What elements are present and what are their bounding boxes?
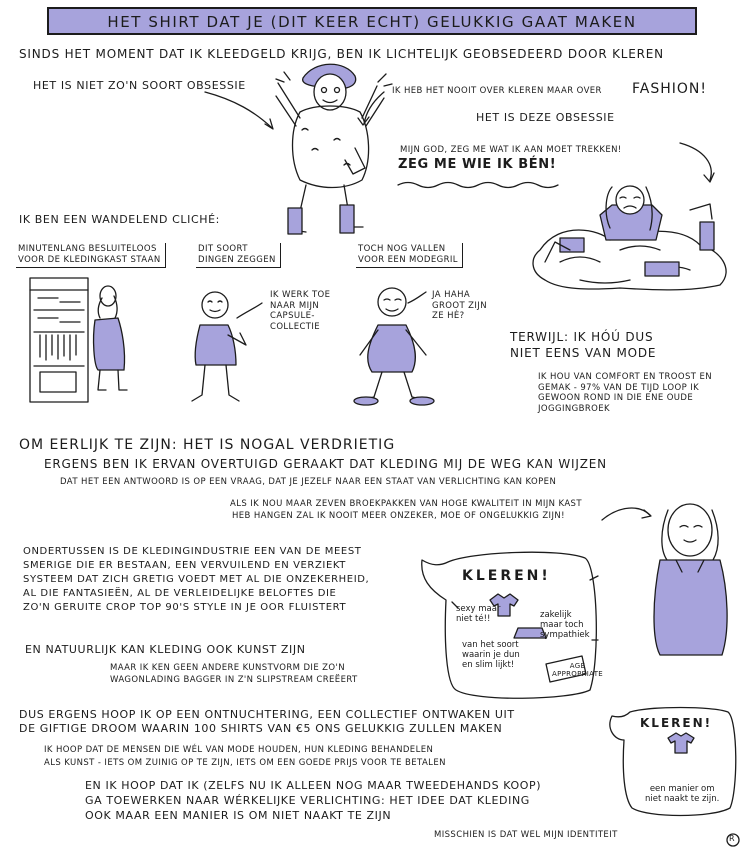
art-line2: MAAR IK KEN GEEN ANDERE KUNSTVORM DIE ZO'N xyxy=(110,663,345,673)
sad-line1: ERGENS BEN IK ERVAN OVERTUIGD GERAAKT DAT KLEDING MIJ DE WEG KAN WIJZEN xyxy=(44,457,607,471)
bubble-big-b: zakelijk maar toch sympathiek xyxy=(540,610,590,640)
bubble-big-c: van het soort waarin je dun en slim lijkt! xyxy=(462,640,520,670)
hope-line4: ALS KUNST - IETS OM ZUINIG OP TE ZIJN, IETS OM EEN GOEDE PRIJS VOOR TE BETALEN xyxy=(44,758,446,768)
title-banner xyxy=(47,7,697,35)
industry-text: ONDERTUSSEN IS DE KLEDINGINDUSTRIE EEN VAN DE MEEST SMERIGE DIE ER BESTAAN, EEN VERVUILEND EN VERZIEKT SYSTEEM DAT ZICH GRETIG VOEDT MET AL DIE ONZEKERHEID, AL DIE FANTASIEËN, AL DE VERLEIDELIJKE BELOFTES DIE ZO'N GERUITE CROP TOP 90'S STYLE IN JE OOR FLUISTERT xyxy=(23,546,370,613)
meanwhile-line2: NIET EENS VAN MODE xyxy=(510,346,657,360)
bubble-capsule: IK WERK TOE NAAR MIJN CAPSULE- COLLECTIE xyxy=(270,290,331,332)
sad-line4: HEB HANGEN ZAL IK NOOIT MEER ONZEKER, MOE OF ONGELUKKIG ZIJN! xyxy=(232,511,565,521)
page-title: HET SHIRT DAT JE (DIT KEER ECHT) GELUKKIG GAAT MAKEN xyxy=(107,13,637,31)
sad-heading: OM EERLIJK TE ZIJN: HET IS NOGAL VERDRIETIG xyxy=(19,437,396,453)
hope-line7: OOK MAAR EEN MANIER IS OM NIET NAAKT TE ZIJN xyxy=(85,809,392,822)
god-line: MIJN GOD, ZEG ME WAT IK AAN MOET TREKKEN! xyxy=(400,145,622,155)
arrow-curve xyxy=(680,143,711,180)
signature: R xyxy=(729,834,736,843)
cliche-heading: IK BEN EEN WANDELEND CLICHÉ: xyxy=(19,213,220,226)
fashion-word: FASHION! xyxy=(632,81,707,97)
art-line1: EN NATUURLIJK KAN KLEDING OOK KUNST ZIJN xyxy=(25,643,306,656)
bubble-big-a: sexy maar niet té!! xyxy=(456,604,501,624)
wardrobe-drawing xyxy=(30,278,88,402)
capsule-figure xyxy=(192,292,262,401)
not-obsession-text: HET IS NIET ZO'N SOORT OBSESSIE xyxy=(33,79,246,92)
caption-wardrobe: MINUTENLANG BESLUITELOOS VOOR DE KLEDINGKAST STAAN xyxy=(16,243,166,268)
bubble-big: JA HAHA GROOT ZIJN ZE HÈ? xyxy=(432,290,487,321)
fashion-pre-text: IK HEB HET NOOIT OVER KLEREN MAAR OVER xyxy=(392,86,602,96)
hope-line5: EN IK HOOP DAT IK (ZELFS NU IK ALLEEN NOG MAAR TWEEDEHANDS KOOP) xyxy=(85,779,542,792)
this-obsession-text: HET IS DEZE OBSESSIE xyxy=(476,111,615,124)
hope-line3: IK HOOP DAT DE MENSEN DIE WÉL VAN MODE HOUDEN, HUN KLEDING BEHANDELEN xyxy=(44,745,434,755)
meanwhile-line1: TERWIJL: IK HÓÚ DUS xyxy=(510,330,654,344)
hope-line1: DUS ERGENS HOOP IK OP EEN ONTNUCHTERING, EEN COLLECTIEF ONTWAKEN UIT xyxy=(19,708,515,721)
hopeful-figure xyxy=(654,504,727,655)
sad-line2: DAT HET EEN ANTWOORD IS OP EEN VRAAG, DAT JE JEZELF NAAR EEN STAAT VAN VERLICHTING KAN KOPEN xyxy=(60,477,557,487)
bubble-small-text: een manier om niet naakt te zijn. xyxy=(645,784,720,804)
trend-figure xyxy=(354,288,434,405)
who-line: ZEG ME WIE IK BÉN! xyxy=(398,157,557,172)
arrow-left xyxy=(205,92,272,128)
caption-say-things: DIT SOORT DINGEN ZEGGEN xyxy=(196,243,281,268)
comfort-text: IK HOU VAN COMFORT EN TROOST EN GEMAK - 97% VAN DE TIJD LOOP IK GEWOON ROND IN DIE ENE OUDE JOGGINGBROEK xyxy=(538,372,712,414)
clothes-pile-figure xyxy=(533,186,726,290)
caption-trend: TOCH NOG VALLEN VOOR EEN MODEGRIL xyxy=(356,243,463,268)
bubble-big-title: KLEREN! xyxy=(462,568,551,584)
sad-line3: ALS IK NOU MAAR ZEVEN BROEKPAKKEN VAN HOGE KWALITEIT IN MIJN KAST xyxy=(230,499,582,509)
bubble-small-title: KLEREN! xyxy=(640,716,713,730)
fashion-figure xyxy=(276,64,392,234)
intro-line: SINDS HET MOMENT DAT IK KLEEDGELD KRIJG, BEN IK LICHTELIJK GEOBSEDEERD DOOR KLEREN xyxy=(19,47,664,61)
art-line3: WAGONLADING BAGGER IN Z'N SLIPSTREAM CREËERT xyxy=(110,675,358,685)
age-badge: AGE APPROPRIATE xyxy=(552,662,603,678)
indecisive-figure xyxy=(94,286,127,390)
hope-line6: GA TOEWERKEN NAAR WÉRKELIJKE VERLICHTING: HET IDEE DAT KLEDING xyxy=(85,794,530,807)
hope-line8: MISSCHIEN IS DAT WEL MIJN IDENTITEIT xyxy=(434,830,618,840)
hope-line2: DE GIFTIGE DROOM WAARIN 100 SHIRTS VAN €5 ONS GELUKKIG ZULLEN MAKEN xyxy=(19,722,503,735)
